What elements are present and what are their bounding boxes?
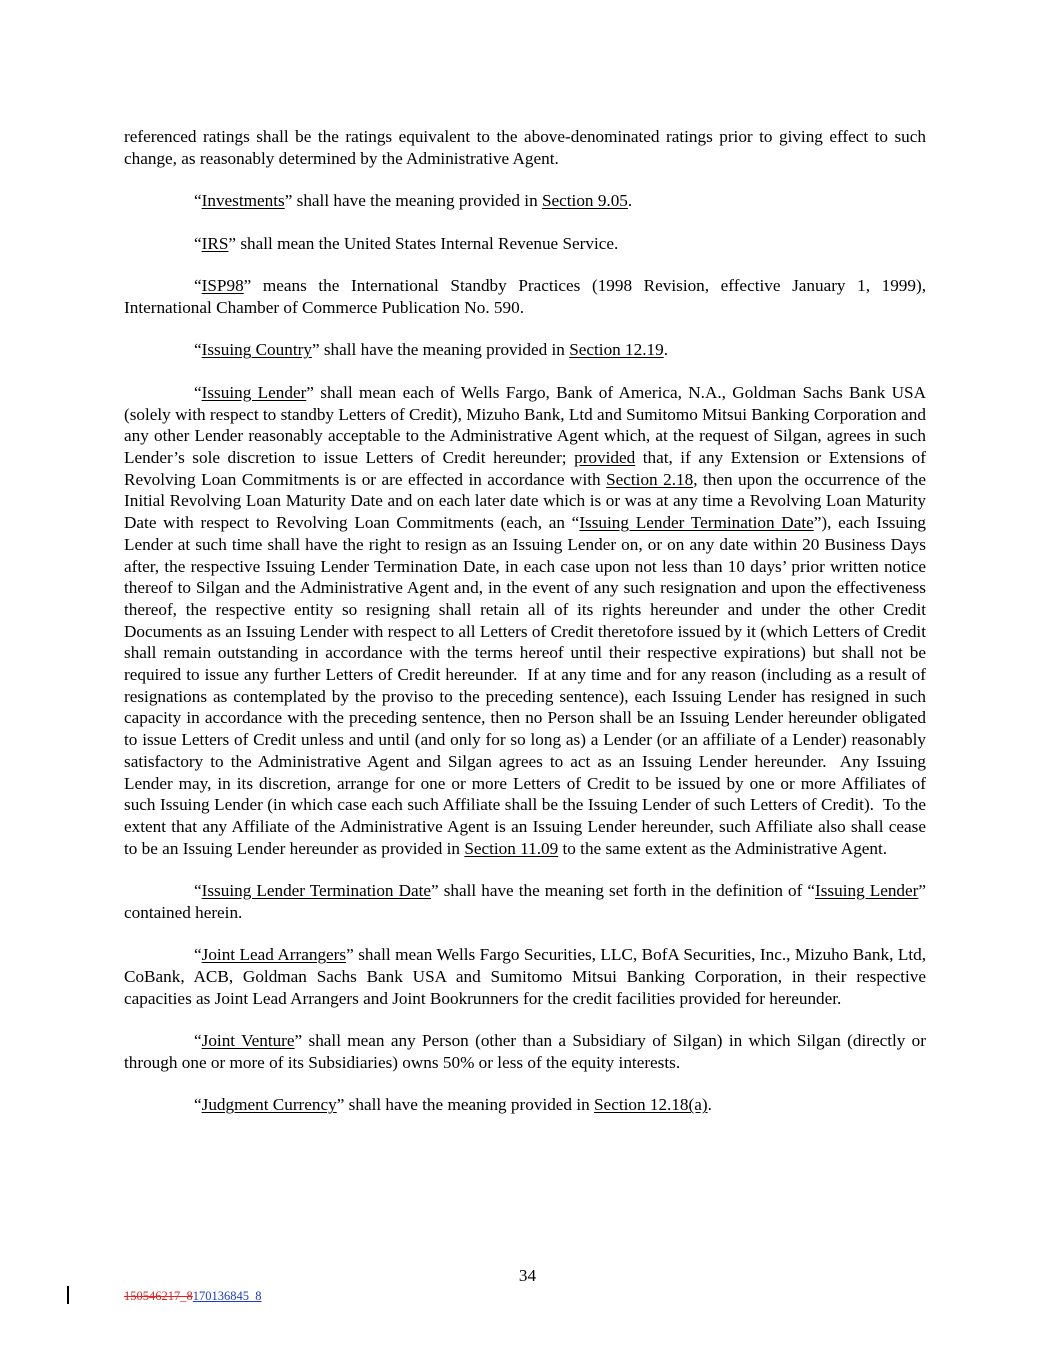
paragraph — [124, 233, 926, 255]
text-run: “ — [194, 1095, 202, 1115]
defined-term-or-reference: provided — [574, 448, 636, 468]
paragraph — [124, 1030, 926, 1073]
text-run: . — [707, 1095, 712, 1115]
defined-term-or-reference: Section 12.18(a) — [594, 1095, 708, 1115]
defined-term-or-reference: Issuing Lender Termination Date — [579, 513, 814, 533]
change-bar — [67, 1286, 69, 1304]
paragraph — [124, 944, 926, 1009]
text-run: ” shall mean any Person (other than a Subsidiary of Silgan) in which Silgan (directly or through one or more of its Subsidiaries) owns 50% or less of the equity interests. — [124, 1031, 926, 1072]
defined-term-or-reference: Issuing Lender — [201, 382, 307, 402]
defined-term-or-reference: Issuing Lender Termination Date — [201, 881, 432, 901]
defined-term-or-reference: Issuing Lender — [815, 881, 919, 901]
defined-term-or-reference: Section 2.18 — [606, 469, 694, 489]
paragraph — [124, 1094, 926, 1116]
defined-term-or-reference: Joint Lead Arrangers — [201, 945, 347, 965]
paragraph — [124, 190, 926, 212]
defined-term-or-reference: Section 11.09 — [464, 838, 559, 858]
text-run: “ — [194, 945, 202, 965]
text-run: ” shall mean each of Wells Fargo, Bank of America, N.A., Goldman Sachs Bank USA (solely with respect to standby Letters of Credit), Mizuho Bank, Ltd and Sumitomo Mitsui Banking Corporation and any other Lender reasonably acceptable to the Administrative Agent which, at the request of Silgan, agrees in such Lender’s sole discretion to issue Letters of Credit hereunder; — [124, 382, 926, 468]
defined-term-or-reference: Judgment Currency — [201, 1095, 337, 1115]
document-id-inserted: 170136845_8 — [192, 1289, 262, 1303]
text-run: . — [627, 191, 633, 211]
defined-term-or-reference: Section 9.05 — [541, 191, 628, 211]
document-id — [124, 1289, 262, 1303]
paragraph — [124, 880, 926, 923]
text-run: referenced ratings shall be the ratings equivalent to the above-denominated ratings prior to giving effect to such change, as reasonably determined by the Administrative Agent. — [124, 127, 926, 168]
text-run: that, if any Extension or Extensions of Revolving Loan Commitments is or are effected in accordance with — [124, 448, 926, 489]
text-run: ” contained herein. — [124, 881, 927, 922]
paragraph — [124, 126, 926, 169]
document-id-deleted: 150546217_8 — [124, 1289, 193, 1303]
text-run: “ — [194, 191, 202, 211]
text-run: ” shall have the meaning set forth in the definition of “ — [431, 881, 815, 901]
text-run: ” means the International Standby Practices (1998 Revision, effective January 1, 1999), International Chamber of Commerce Publication No. 590. — [124, 276, 926, 317]
defined-term-or-reference: ISP98 — [201, 276, 244, 296]
paragraph — [124, 339, 926, 361]
text-run: , then upon the occurrence of the Initial Revolving Loan Maturity Date and on each later date which is or was at any time a Revolving Loan Maturity Date with respect to Revolving Loan Commitments (each, an “ — [124, 469, 926, 533]
text-run: ” shall mean the United States Internal Revenue Service. — [228, 233, 619, 253]
text-run: ” shall mean Wells Fargo Securities, LLC, BofA Securities, Inc., Mizuho Bank, Ltd, CoBank, ACB, Goldman Sachs Bank USA and Sumitomo Mitsui Banking Corporation, in their respective capacities as Joint Lead Arrangers and Joint Bookrunners for the credit facilities provided for hereunder. — [124, 945, 926, 1008]
text-run: “ — [194, 881, 202, 901]
document-body — [124, 126, 926, 1137]
paragraph — [124, 382, 926, 859]
text-run: “ — [194, 340, 202, 360]
text-run: to the same extent as the Administrative Agent. — [558, 838, 888, 858]
text-run: . — [663, 340, 669, 360]
page-number: 34 — [518, 1266, 537, 1285]
text-run: ” shall have the meaning provided in — [336, 1095, 594, 1115]
text-run: “ — [194, 276, 202, 296]
defined-term-or-reference: IRS — [201, 233, 229, 253]
defined-term-or-reference: Joint Venture — [201, 1031, 295, 1051]
defined-term-or-reference: Issuing Country — [201, 340, 312, 360]
defined-term-or-reference: Investments — [201, 191, 285, 211]
defined-term-or-reference: Section 12.19 — [569, 340, 664, 360]
text-run: “ — [194, 1031, 202, 1051]
text-run: “ — [194, 233, 202, 253]
paragraph — [124, 275, 926, 318]
text-run: ” shall have the meaning provided in — [284, 191, 542, 211]
text-run: ”), each Issuing Lender at such time shall have the right to resign as an Issuing Lender on, or on any date within 20 Business Days after, the respective Issuing Lender Termination Date, in each case upon not less than 10 days’ prior written notice thereof to Silgan and the Administrative Agent and, in the event of any such resignation and upon the effectiveness thereof, the respective entity so resigning shall retain all of its rights hereunder and under the other Credit Documents as an Issuing Lender with respect to all Letters of Credit theretofore issued by it (which Letters of Credit shall remain outstanding in accordance with the terms hereof until their respective expirations) but shall not be required to issue any further Letters of Credit hereunder. If at any time and for any reason (including as a result of resignations as contemplated by the proviso to the preceding sentence), each Issuing Lender has resigned in such capacity in accordance with the preceding sentence, then no Person shall be an Issuing Lender hereunder obligated to issue Letters of Credit unless and until (and only for so long as) a Lender (or an affiliate of a Lender) reasonably satisfactory to the Administrative Agent and Silgan agrees to act as an Issuing Lender hereunder. Any Issuing Lender may, in its discretion, arrange for one or more Letters of Credit to be issued by one or more Affiliates of such Issuing Lender (in which case each such Affiliate shall be the Issuing Lender of such Letters of Credit). To the extent that any Affiliate of the Administrative Agent is an Issuing Lender hereunder, such Affiliate also shall cease to be an Issuing Lender hereunder as provided in — [124, 513, 927, 858]
text-run: ” shall have the meaning provided in — [311, 340, 570, 360]
text-run: “ — [194, 382, 202, 402]
